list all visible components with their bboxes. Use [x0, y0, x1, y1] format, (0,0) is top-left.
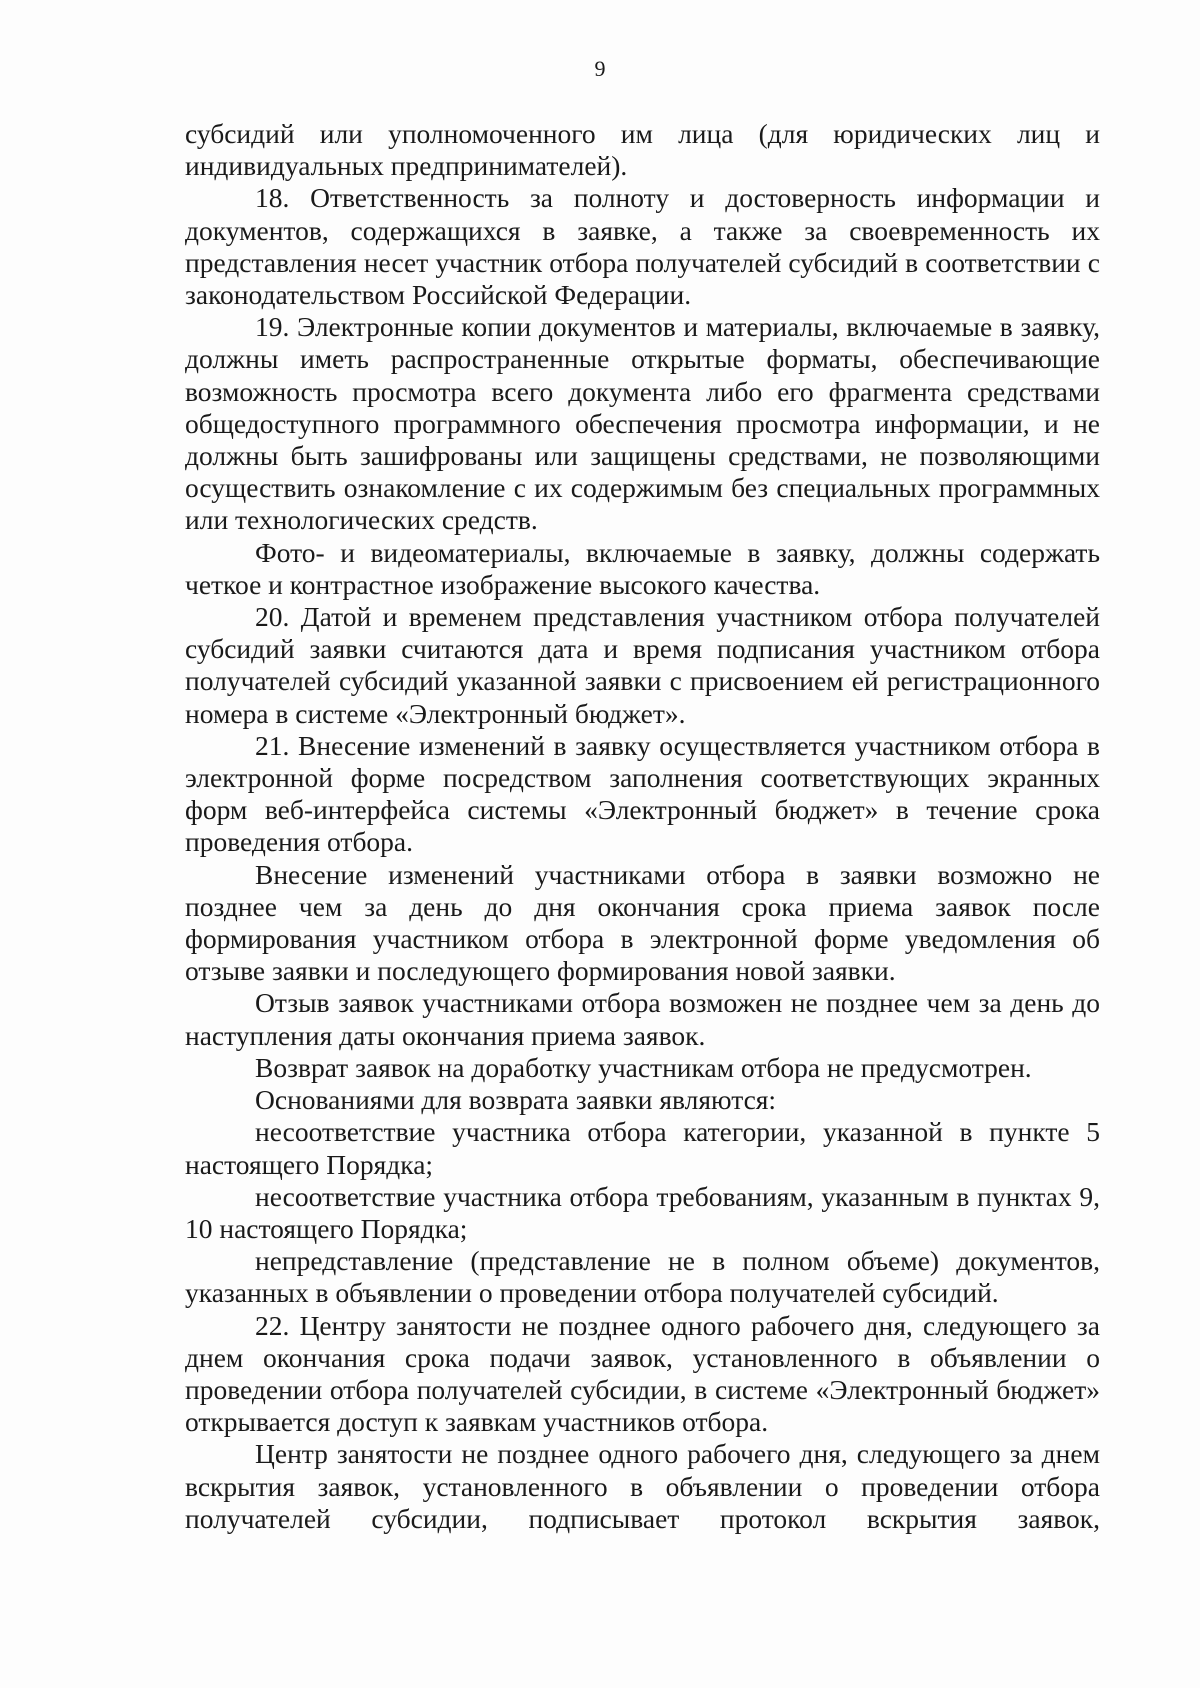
paragraph-photo-video: Фото- и видеоматериалы, включаемые в заявку, должны содержать четкое и контрастное изображение высокого качества. — [185, 536, 1100, 600]
paragraph-withdrawal: Отзыв заявок участниками отбора возможен не позднее чем за день до наступления даты окончания приема заявок. — [185, 987, 1100, 1051]
paragraph-protocol: Центр занятости не позднее одного рабочего дня, следующего за днем вскрытия заявок, установленного в объявлении о проведении отбора получателей субсидии, подписывает протокол вскрытия заявок, — [185, 1438, 1100, 1534]
paragraph-19: 19. Электронные копии документов и материалы, включаемые в заявку, должны иметь распространенные открытые форматы, обеспечивающие возможность просмотра всего документа либо его фрагмента средствами общедоступного программного обеспечения просмотра информации, и не должны быть зашифрованы или защищены средствами, не позволяющими осуществить ознакомление с их содержимым без специальных программных или технологических средств. — [185, 311, 1100, 536]
page-number: 9 — [594, 56, 606, 81]
paragraph-return-grounds: Основаниями для возврата заявки являются: — [255, 1084, 777, 1116]
paragraph-21: 21. Внесение изменений в заявку осуществляется участником отбора в электронной форме посредством заполнения соответствующих экранных форм веб-интерфейса системы «Электронный бюджет» в течение срока проведения отбора. — [185, 729, 1100, 858]
list-item-category: несоответствие участника отбора категории, указанной в пункте 5 настоящего Порядка; — [185, 1116, 1100, 1180]
paragraph-18: 18. Ответственность за полноту и достоверность информации и документов, содержащихся в заявке, а также за своевременность их представления несет участник отбора получателей субсидий в соответствии с законодательством Российской Федерации. — [185, 182, 1100, 311]
paragraph-20: 20. Датой и временем представления участником отбора получателей субсидий заявки считаются дата и время подписания участником отбора получателей субсидий указанной заявки с присвоением ей регистрационного номера в системе «Электронный бюджет». — [185, 601, 1100, 729]
paragraph-changes: Внесение изменений участниками отбора в заявки возможно не позднее чем за день до дня окончания срока приема заявок после формирования участником отбора в электронной форме уведомления об отзыве заявки и последующего формирования новой заявки. — [185, 858, 1100, 987]
paragraph-return: Возврат заявок на доработку участникам отбора не предусмотрен. — [255, 1051, 1032, 1083]
list-item-requirements: несоответствие участника отбора требованиям, указанным в пунктах 9, 10 настоящего Порядка; — [185, 1180, 1100, 1244]
document-body — [185, 118, 1100, 1535]
list-item-documents: непредставление (представление не в полном объеме) документов, указанных в объявлении о проведении отбора получателей субсидий. — [185, 1245, 1100, 1309]
paragraph-22: 22. Центру занятости не позднее одного рабочего дня, следующего за днем окончания срока подачи заявок, установленного в объявлении о проведении отбора получателей субсидии, в системе «Электронный бюджет» открывается доступ к заявкам участников отбора. — [185, 1309, 1100, 1438]
paragraph-continuation: субсидий или уполномоченного им лица (для юридических лиц и индивидуальных предпринимателей). — [185, 118, 1100, 182]
